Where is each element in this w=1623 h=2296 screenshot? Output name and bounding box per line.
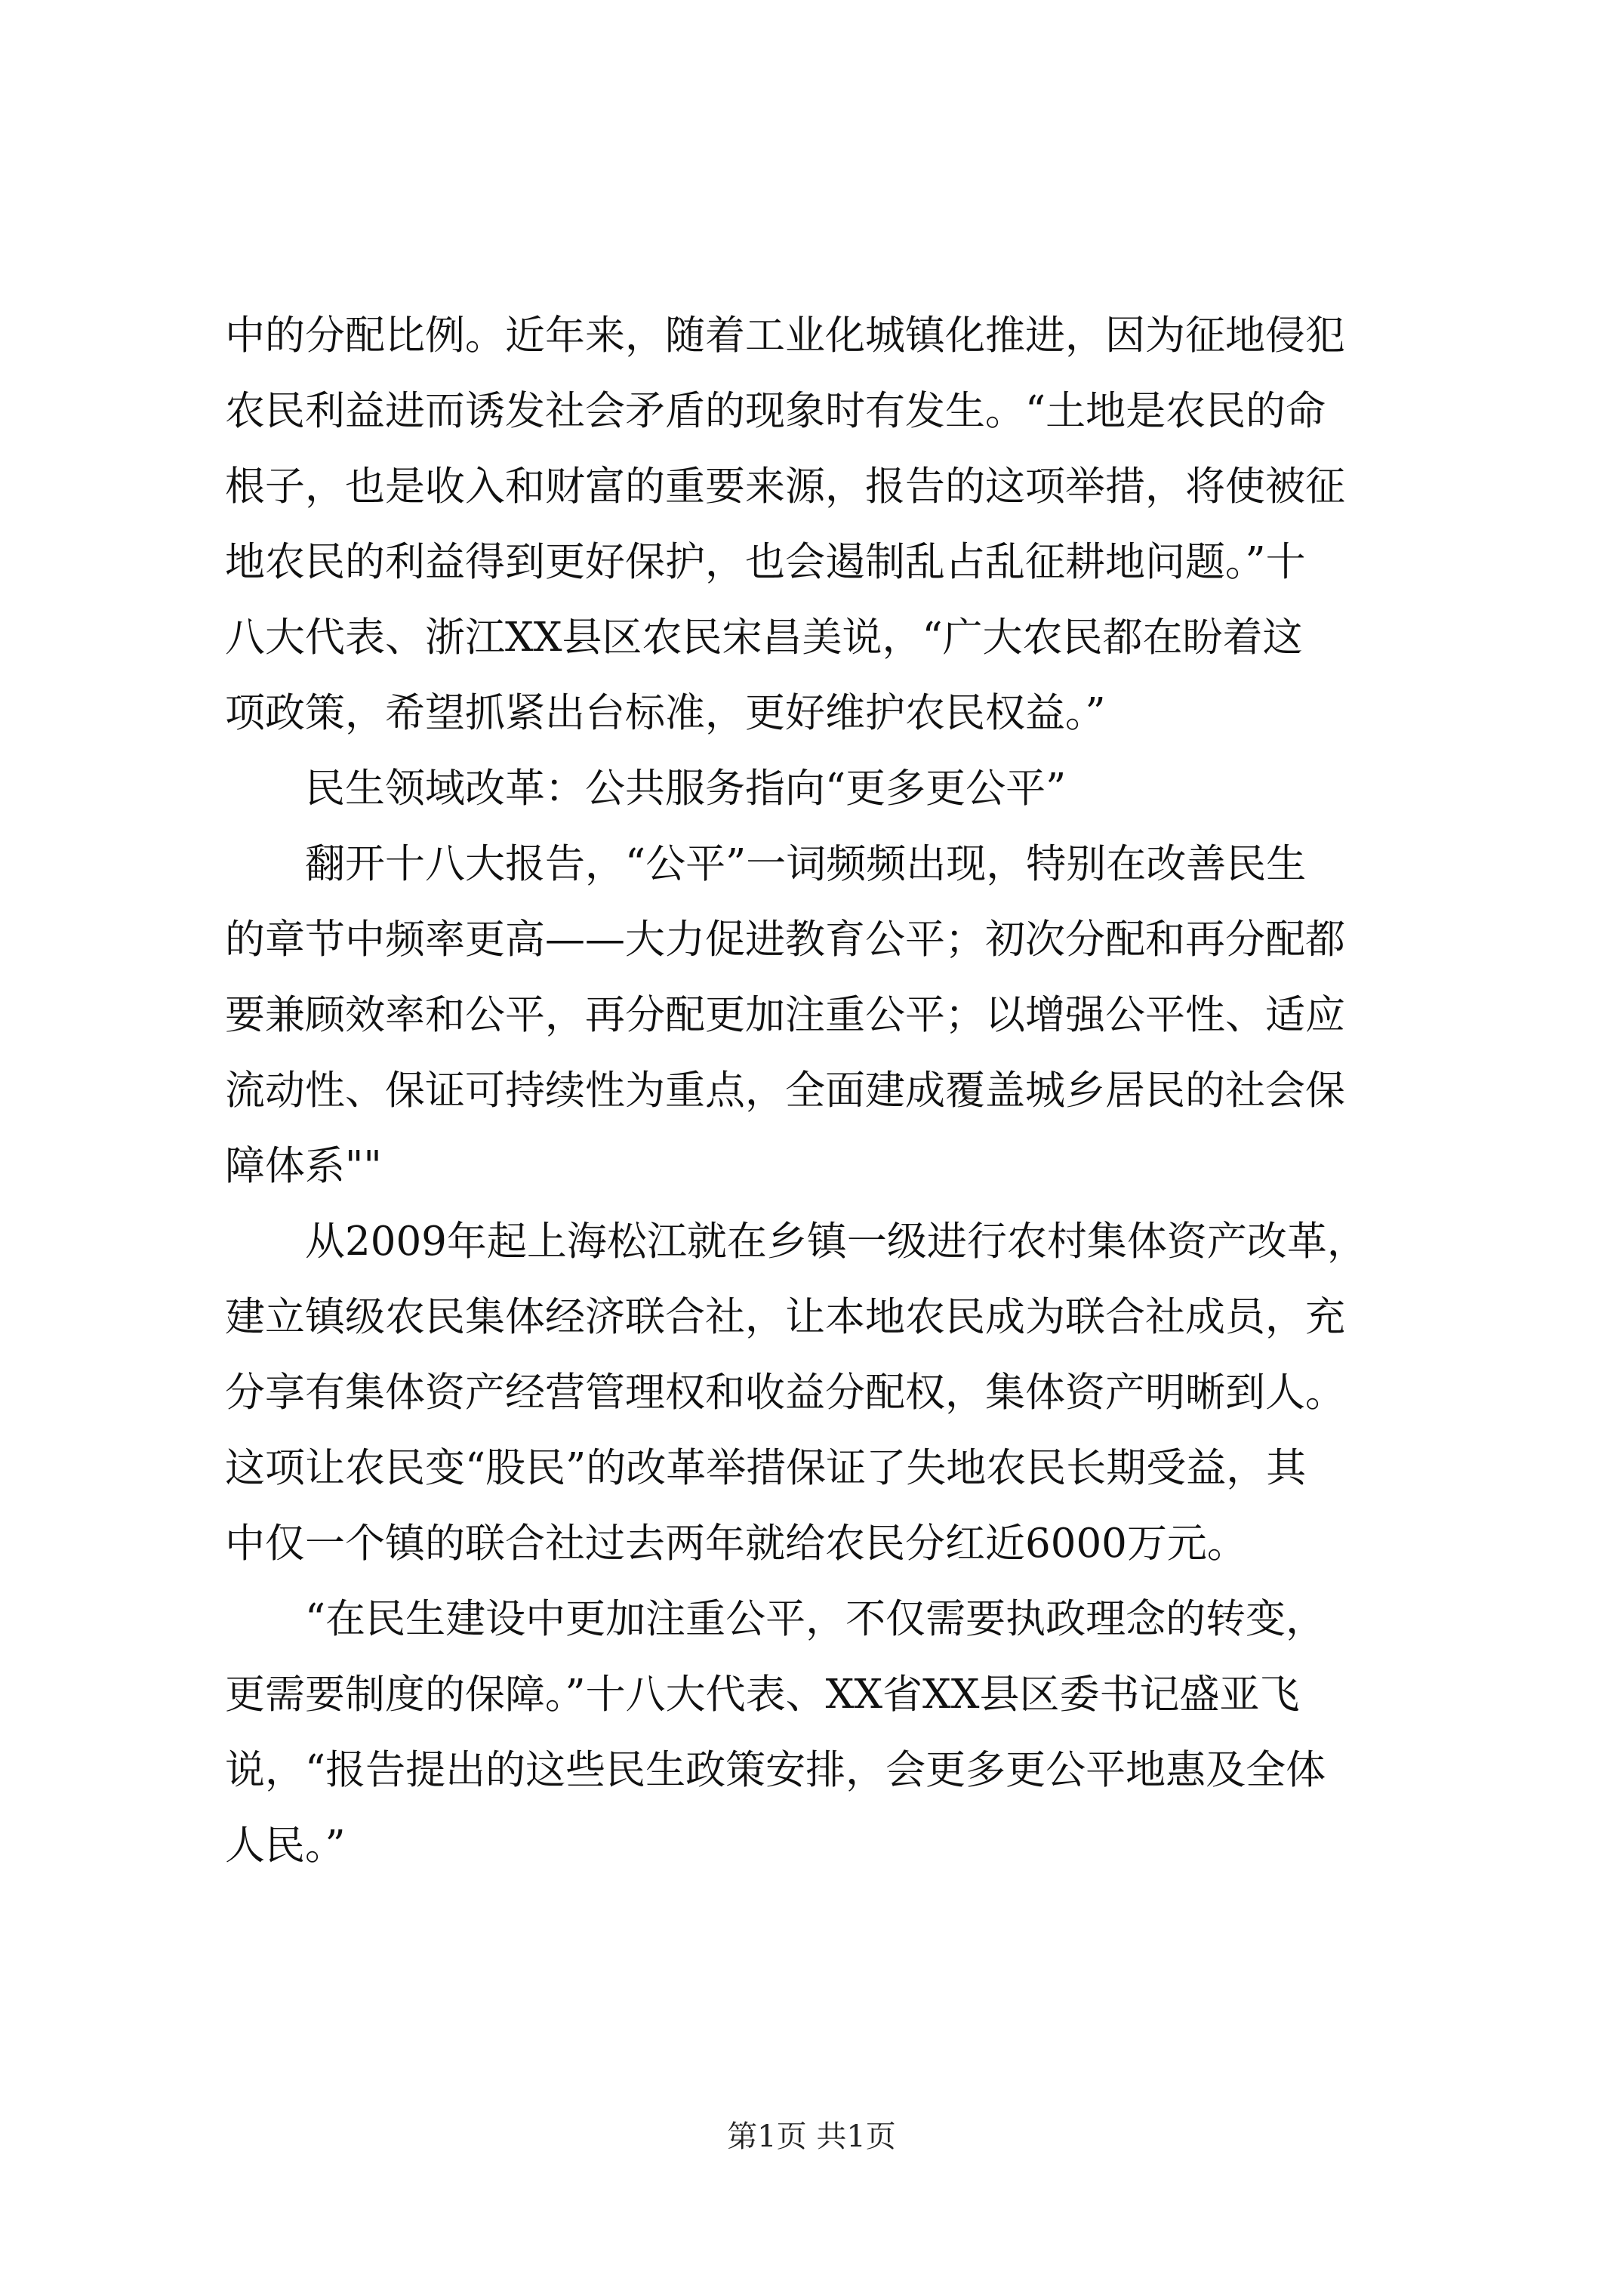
section-heading: 民生领域改革：公共服务指向“更多更公平” — [305, 766, 1067, 812]
text-line: 人民。” — [225, 1823, 346, 1869]
text-line: 中仅一个镇的联合社过去两年就给农民分红近6000万元。 — [225, 1521, 1247, 1567]
text-line: 中的分配比例。近年来，随着工业化城镇化推进，因为征地侵犯 — [225, 313, 1345, 359]
text-line: 八大代表、浙江XX县区农民宋昌美说，“广大农民都在盼着这 — [225, 615, 1303, 661]
text-line: 项政策，希望抓紧出台标准，更好维护农民权益。” — [225, 690, 1106, 736]
page-footer: 第1页 共1页 — [727, 2119, 896, 2154]
text-line: 从2009年起上海松江就在乡镇一级进行农村集体资产改革， — [305, 1219, 1367, 1265]
text-line: 分享有集体资产经营管理权和收益分配权，集体资产明晰到人。 — [225, 1370, 1345, 1416]
text-line: 更需要制度的保障。”十八大代表、XX省XX县区委书记盛亚飞 — [225, 1672, 1300, 1718]
text-line: 建立镇级农民集体经济联合社，让本地农民成为联合社成员，充 — [225, 1294, 1345, 1340]
text-line: 的章节中频率更高——大力促进教育公平；初次分配和再分配都 — [225, 917, 1345, 963]
text-line: 障体系"" — [225, 1143, 382, 1189]
text-line: 流动性、保证可持续性为重点，全面建成覆盖城乡居民的社会保 — [225, 1068, 1345, 1114]
text-line: 翻开十八大报告，“公平”一词频频出现，特别在改善民生 — [305, 841, 1307, 887]
text-line: “在民生建设中更加注重公平，不仅需要执政理念的转变， — [305, 1596, 1326, 1642]
text-line: 地农民的利益得到更好保护，也会遏制乱占乱征耕地问题。”十 — [225, 539, 1306, 585]
text-line: 这项让农民变“股民”的改革举措保证了失地农民长期受益，其 — [225, 1445, 1307, 1491]
text-line: 农民利益进而诱发社会矛盾的现象时有发生。“土地是农民的命 — [225, 388, 1326, 434]
text-line: 根子，也是收入和财富的重要来源，报告的这项举措，将使被征 — [225, 464, 1345, 510]
text-line: 说，“报告提出的这些民生政策安排，会更多更公平地惠及全体 — [225, 1747, 1326, 1793]
text-line: 要兼顾效率和公平，再分配更加注重公平；以增强公平性、适应 — [225, 992, 1345, 1038]
